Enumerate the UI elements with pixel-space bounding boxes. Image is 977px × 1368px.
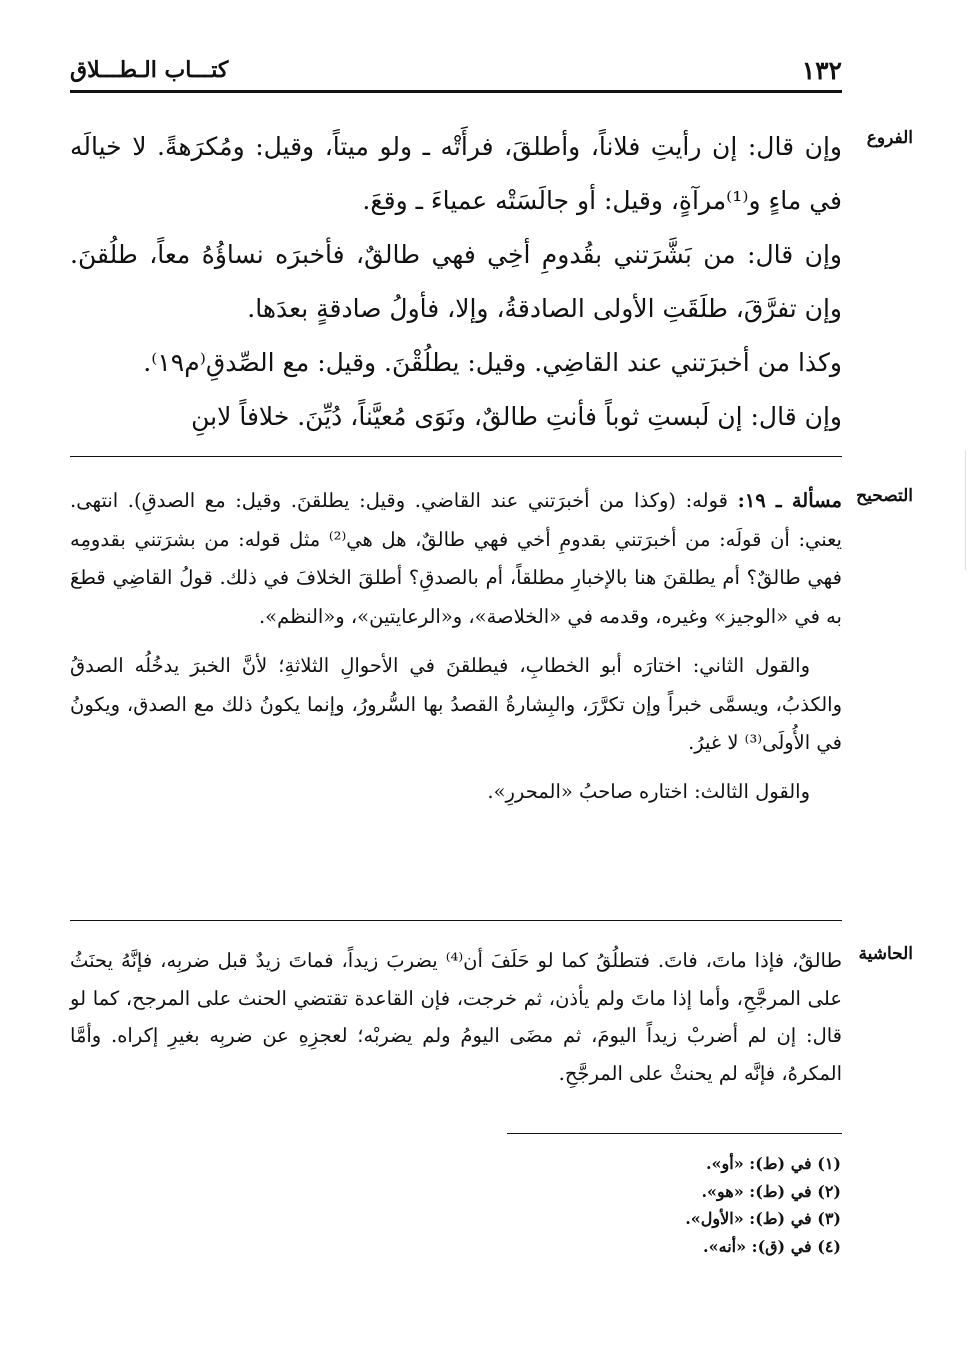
footnote: (٢) في (ط): «هو». (701, 1181, 841, 1201)
section-divider (70, 456, 842, 457)
page-header (70, 52, 842, 88)
furu-section (70, 120, 842, 444)
running-title: كتـــاب الـطـــلاق (70, 57, 229, 83)
tashih-text: قوله: (وكذا من أخبرَتني عند القاضي. وقيل: يطلقنَ. وقيل: مع الصدقِ). انتهى. يعني: أن قولَه: من أخبرَتني بقدومِ أخي فهي طالقٌ، هل هي⁽²⁾ مثل قوله: من بشرَتني بقدومِه فهي طالقٌ؟ أم يطلقنَ هنا بالإخبارِ مطلقاً، أم بالصدقِ؟ أطلقَ الخلافَ في ذلك. قولُ القاضِي قطعَ به في «الوجيز» وغيره، وقدمه في «الخلاصة»، و«الرعايتين»، و«النظم». (70, 489, 842, 629)
label-hashiya: الحاشية (858, 944, 913, 964)
tashih-paragraph (70, 482, 842, 637)
label-furu: الفروع (866, 128, 913, 148)
scan-artifact-line (965, 450, 966, 570)
furu-paragraph: وإن قال: من بَشَّرَتني بقُدومِ أخِي فهي طالقٌ، فأخبرَه نساؤُهُ معاً، طلُقنَ. وإن تفرَّقَ، طلَقَتِ الأولى الصادقةُ، وإلا، فأولُ صادقةٍ بعدَها. (70, 240, 842, 323)
tashih-paragraph: والقول الثالث: اختاره صاحبُ «المحررِ». (487, 779, 810, 803)
tashih-paragraph: والقول الثاني: اختارَه أبو الخطابِ، فيطلقنَ في الأحوالِ الثلاثةِ؛ لأنَّ الخبرَ يدخُلُه الصدقُ والكذبُ، ويسمَّى خبراً وإن تكرَّرَ، والبِشارةُ القصدُ بها السُّرورُ، وإنما يكونُ ذلك مع الصدق، ويكونُ في الأُولَى⁽³⁾ لا غيرُ. (70, 653, 842, 755)
furu-paragraph: وإن قال: إن رأيتِ فلاناً، وأطلقَ، فرأَتْه ـ ولو ميتاً، وقيل: ومُكرَهةً. لا خيالَه في ماءٍ و⁽¹⁾مرآةٍ، وقيل: أو جالَسَتْه عمياءَ ـ وقعَ. (70, 132, 842, 215)
footnote: (٣) في (ط): «الأول». (685, 1209, 841, 1228)
hashiya-section (70, 942, 842, 1092)
header-rule (70, 90, 842, 93)
section-divider (70, 920, 842, 921)
footnote-rule (507, 1133, 842, 1134)
tashih-section (70, 482, 842, 812)
furu-paragraph: وإن قال: إن لَبستِ ثوباً فأنتِ طالقٌ، ونَوَى مُعيَّناً، دُيِّنَ. خلافاً لابنِ (191, 402, 842, 431)
hashiya-paragraph: طالقٌ، فإذا ماتَ، فاتَ. فتطلُقُ كما لو حَلَفَ أن⁽⁴⁾ يضربَ زيداً، فماتَ زيدٌ قبل ضربِه، فإنَّهُ يحنَثُ على المرجَّحِ، وأما إذا ماتَ ولم يأذن، ثم خرجت، فإن القاعدة تقتضي الحنث على المرجح، كما لو قال: إن لم أضربْ زيداً اليومَ، ثم مضَى اليومُ ولم يضربْه؛ لعجزِهِ عن ضربِه بغيرِ إكراه. وأمَّا المكرهُ، فإنَّه لم يحنثْ على المرجَّحِ. (70, 949, 842, 1085)
label-tashih: التصحيح (856, 486, 913, 506)
furu-paragraph: وكذا من أخبرَتني عند القاضِي. وقيل: يطلُقْنَ. وقيل: مع الصِّدقِ⁽م١٩⁾. (143, 348, 842, 377)
footnotes (400, 1150, 841, 1260)
footnote: (١) في (ط): «أو». (705, 1154, 841, 1173)
footnote: (٤) في (ق): «أنه». (703, 1236, 841, 1256)
issue-label: مسألة ـ ١٩: (737, 489, 843, 512)
page-number: ١٣٢ (801, 55, 842, 85)
